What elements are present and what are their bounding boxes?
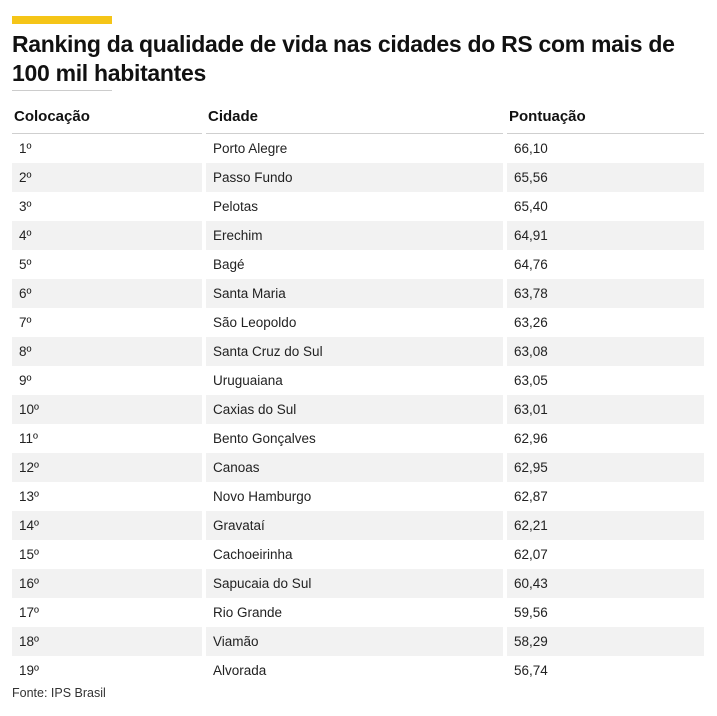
cell-pontuacao: 62,07 bbox=[514, 547, 548, 562]
cell-cidade: Santa Cruz do Sul bbox=[206, 337, 503, 366]
cell-pontuacao: 63,01 bbox=[507, 395, 704, 424]
cell-colocacao: 4º bbox=[12, 221, 202, 250]
cell-cidade: Cachoeirinha bbox=[213, 547, 293, 562]
source-note: Fonte: IPS Brasil bbox=[12, 686, 106, 700]
accent-bar bbox=[12, 16, 112, 24]
cell-colocacao: 6º bbox=[12, 279, 202, 308]
cell-pontuacao: 58,29 bbox=[507, 627, 704, 656]
cell-cidade: Bento Gonçalves bbox=[213, 431, 316, 446]
cell-pontuacao: 63,78 bbox=[507, 279, 704, 308]
table-row bbox=[12, 395, 704, 424]
cell-colocacao: 8º bbox=[12, 337, 202, 366]
cell-colocacao: 15º bbox=[19, 547, 39, 562]
column-header-pontuacao: Pontuação bbox=[507, 103, 704, 134]
cell-cidade: Alvorada bbox=[213, 663, 267, 678]
cell-pontuacao: 62,95 bbox=[507, 453, 704, 482]
cell-pontuacao: 66,10 bbox=[514, 141, 548, 156]
cell-cidade: Rio Grande bbox=[213, 605, 283, 620]
cell-pontuacao: 62,21 bbox=[507, 511, 704, 540]
cell-colocacao: 18º bbox=[12, 627, 202, 656]
cell-pontuacao: 56,74 bbox=[514, 663, 548, 678]
cell-colocacao: 12º bbox=[12, 453, 202, 482]
table-row bbox=[12, 337, 704, 366]
ranking-table bbox=[12, 103, 704, 685]
table-row bbox=[12, 656, 704, 685]
table-row bbox=[12, 221, 704, 250]
cell-cidade: Uruguaiana bbox=[213, 373, 283, 388]
table-row bbox=[12, 163, 704, 192]
cell-cidade: Erechim bbox=[206, 221, 503, 250]
cell-cidade: Gravataí bbox=[206, 511, 503, 540]
cell-pontuacao: 63,08 bbox=[507, 337, 704, 366]
cell-colocacao: 7º bbox=[19, 315, 32, 330]
column-header-cidade: Cidade bbox=[206, 103, 503, 134]
cell-pontuacao: 65,40 bbox=[514, 199, 548, 214]
table-row bbox=[12, 424, 704, 453]
table-body bbox=[12, 134, 704, 685]
table-row bbox=[12, 192, 704, 221]
table-row bbox=[12, 627, 704, 656]
cell-cidade: Caxias do Sul bbox=[206, 395, 503, 424]
cell-colocacao: 2º bbox=[12, 163, 202, 192]
cell-pontuacao: 60,43 bbox=[507, 569, 704, 598]
table-row bbox=[12, 250, 704, 279]
column-header-colocacao: Colocação bbox=[12, 103, 202, 134]
table-row bbox=[12, 453, 704, 482]
title-divider bbox=[12, 90, 112, 91]
cell-pontuacao: 59,56 bbox=[514, 605, 548, 620]
table-row bbox=[12, 482, 704, 511]
cell-pontuacao: 65,56 bbox=[507, 163, 704, 192]
cell-colocacao: 9º bbox=[19, 373, 32, 388]
cell-colocacao: 3º bbox=[19, 199, 32, 214]
table-row bbox=[12, 540, 704, 569]
cell-cidade: Porto Alegre bbox=[213, 141, 288, 156]
cell-cidade: Santa Maria bbox=[206, 279, 503, 308]
cell-colocacao: 14º bbox=[12, 511, 202, 540]
table-row bbox=[12, 366, 704, 395]
cell-cidade: Bagé bbox=[213, 257, 245, 272]
cell-pontuacao: 63,26 bbox=[514, 315, 548, 330]
table-header bbox=[12, 103, 704, 134]
cell-colocacao: 11º bbox=[19, 431, 38, 446]
cell-colocacao: 17º bbox=[19, 605, 39, 620]
cell-cidade: Viamão bbox=[206, 627, 503, 656]
cell-colocacao: 16º bbox=[12, 569, 202, 598]
cell-cidade: Passo Fundo bbox=[206, 163, 503, 192]
table-row bbox=[12, 598, 704, 627]
cell-colocacao: 19º bbox=[19, 663, 39, 678]
cell-colocacao: 1º bbox=[19, 141, 32, 156]
cell-colocacao: 5º bbox=[19, 257, 32, 272]
table-row bbox=[12, 308, 704, 337]
cell-pontuacao: 64,91 bbox=[507, 221, 704, 250]
table-row bbox=[12, 569, 704, 598]
cell-cidade: São Leopoldo bbox=[213, 315, 297, 330]
cell-pontuacao: 62,87 bbox=[514, 489, 548, 504]
cell-cidade: Pelotas bbox=[213, 199, 259, 214]
cell-pontuacao: 62,96 bbox=[514, 431, 548, 446]
cell-cidade: Sapucaia do Sul bbox=[206, 569, 503, 598]
cell-colocacao: 13º bbox=[19, 489, 39, 504]
cell-cidade: Canoas bbox=[206, 453, 503, 482]
chart-title: Ranking da qualidade de vida nas cidades do RS com mais de 100 mil habitantes bbox=[12, 31, 675, 86]
cell-colocacao: 10º bbox=[12, 395, 202, 424]
table-row bbox=[12, 134, 704, 163]
cell-cidade: Novo Hamburgo bbox=[213, 489, 312, 504]
cell-pontuacao: 63,05 bbox=[514, 373, 548, 388]
table-row bbox=[12, 511, 704, 540]
cell-pontuacao: 64,76 bbox=[514, 257, 548, 272]
table-row bbox=[12, 279, 704, 308]
